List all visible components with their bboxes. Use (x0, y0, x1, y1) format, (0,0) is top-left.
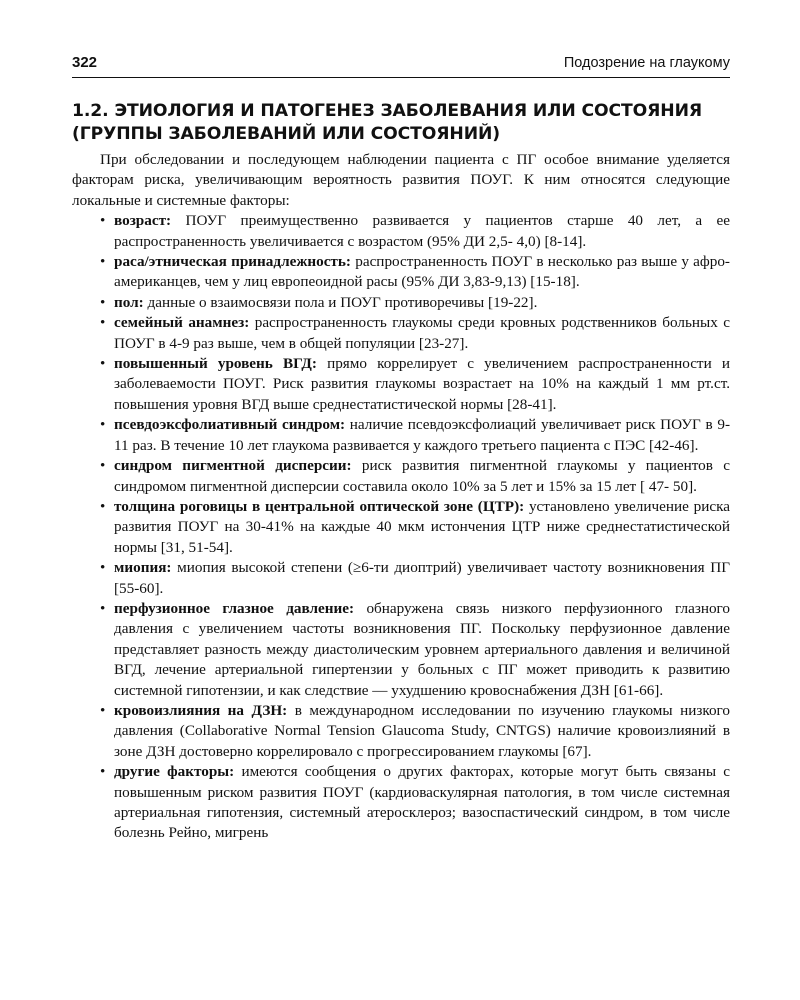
list-item (72, 558, 730, 599)
section-title-line-1: 1.2. ЭТИОЛОГИЯ И ПАТОГЕНЕЗ ЗАБОЛЕВАНИЯ ИЛИ СОСТОЯНИЯ (72, 101, 703, 121)
factor-text: наличие псевдоэксфолиаций увеличивает риск ПОУГ в 9-11 раз. В течение 10 лет глаукома развивается у каждого третьего пациента с ПЭС [42-46]. (114, 416, 730, 454)
bullet-icon: • (100, 212, 106, 230)
section-body (72, 150, 730, 844)
factor-term: пол: (114, 293, 144, 311)
factor-text: установлено увеличение риска развития ПОУГ на 30-41% на каждые 40 мкм истончения ЦТР ниже среднестатистической нормы [31, 51-54]. (114, 497, 731, 556)
list-item (72, 313, 730, 354)
factor-text: ПОУГ преимущественно развивается у пациентов старше 40 лет, а ее распространенность увеличивается с возрастом (95% ДИ 2,5- 4,0) [8-14]. (114, 212, 730, 250)
bullet-icon: • (100, 355, 106, 373)
intro-paragraph: При обследовании и последующем наблюдении пациента с ПГ особое внимание уделяется факторам риска, увеличивающим вероятность развития ПОУГ. К ним относятся следующие локальные и системные факторы: (72, 151, 730, 209)
list-item (72, 762, 730, 844)
factor-term: перфузионное глазное давление: (114, 599, 355, 617)
section-title (72, 100, 730, 146)
factor-term: миопия: (114, 559, 172, 577)
page-number: 322 (72, 54, 98, 71)
bullet-icon: • (100, 314, 106, 332)
factor-text: риск развития пигментной глаукомы у пациентов с синдромом пигментной дисперсии составила около 10% за 5 лет и 15% за 15 лет [ 47- 50]. (114, 457, 730, 495)
bullet-icon: • (100, 253, 106, 271)
factor-term: семейный анамнез: (114, 314, 250, 332)
factor-term: толщина роговицы в центральной оптической зоне (ЦТР): (114, 497, 525, 515)
list-item (72, 456, 730, 497)
factor-term: кровоизлияния на ДЗН: (114, 701, 288, 719)
factor-text: имеются сообщения о других факторах, которые могут быть связаны с повышенным риском развития ПОУГ (кардиоваскулярная патология, в том числе системная артериальная гипотензия, системный атеросклероз; вазоспастический синдром, в том числе болезнь Рейно, мигрень (114, 763, 730, 842)
bullet-icon: • (100, 559, 106, 577)
factor-text: распространенность глаукомы среди кровных родственников больных с ПОУГ в 4-9 раз выше, чем в общей популяции [23-27]. (114, 314, 730, 352)
factor-text: данные о взаимосвязи пола и ПОУГ противоречивы [19-22]. (143, 293, 538, 311)
list-item (72, 415, 730, 456)
factor-text: распространенность ПОУГ в несколько раз выше у афро-американцев, чем у лиц европеоидной расы (95% ДИ 3,83-9,13) [15-18]. (114, 253, 730, 291)
factor-term: другие факторы: (114, 763, 235, 781)
factor-text: в международном исследовании по изучению глаукомы низкого давления (Collaborative Normal Tension Glaucoma Study, CNTGS) наличие кровоизлияний в зоне ДЗН достоверно коррелировало с прогрессированием глаукомы [67]. (114, 701, 730, 760)
list-item (72, 211, 730, 252)
bullet-icon: • (100, 599, 106, 617)
bullet-icon: • (100, 763, 106, 781)
factor-text: обнаружена связь низкого перфузионного глазного давления с увеличением частоты возникновения ПГ. Поскольку перфузионное давление представляет разность между диастолическим уровнем артериального давления и величиной ВГД, лечение артериальной гипертензии у больных с ПГ может приводить к развитию системной гипотензии, и как следствие — ухудшению кровоснабжения ДЗН [61-66]. (114, 599, 730, 699)
factor-term: повышенный уровень ВГД: (114, 355, 317, 373)
list-item (72, 354, 730, 415)
risk-factor-list (72, 211, 730, 844)
section-title-line-2: (ГРУППЫ ЗАБОЛЕВАНИЙ ИЛИ СОСТОЯНИЙ) (72, 124, 501, 144)
factor-term: псевдоэксфолиативный синдром: (114, 416, 346, 434)
running-title: Подозрение на глаукому (563, 55, 730, 71)
list-item (72, 252, 730, 293)
factor-text: прямо коррелирует с увеличением распространенности и заболеваемости ПОУГ. Риск развития глаукомы возрастает на 10% на каждый 1 мм рт.ст. повышения уровня ВГД выше среднестатистической нормы [28-41]. (114, 355, 730, 413)
book-page (72, 54, 730, 844)
bullet-icon: • (100, 701, 106, 719)
bullet-icon: • (100, 293, 106, 311)
bullet-icon: • (100, 497, 106, 515)
bullet-icon: • (100, 457, 106, 475)
factor-text: миопия высокой степени (≥6-ти диоптрий) увеличивает частоту возникновения ПГ [55-60]. (114, 559, 730, 597)
list-item (72, 293, 730, 313)
bullet-icon: • (100, 416, 106, 434)
factor-term: возраст: (114, 212, 172, 230)
list-item (72, 497, 730, 558)
factor-term: раса/этническая принадлежность: (114, 253, 351, 271)
list-item (72, 701, 730, 762)
list-item (72, 599, 730, 701)
factor-term: синдром пигментной дисперсии: (114, 457, 352, 475)
running-head (72, 54, 730, 78)
